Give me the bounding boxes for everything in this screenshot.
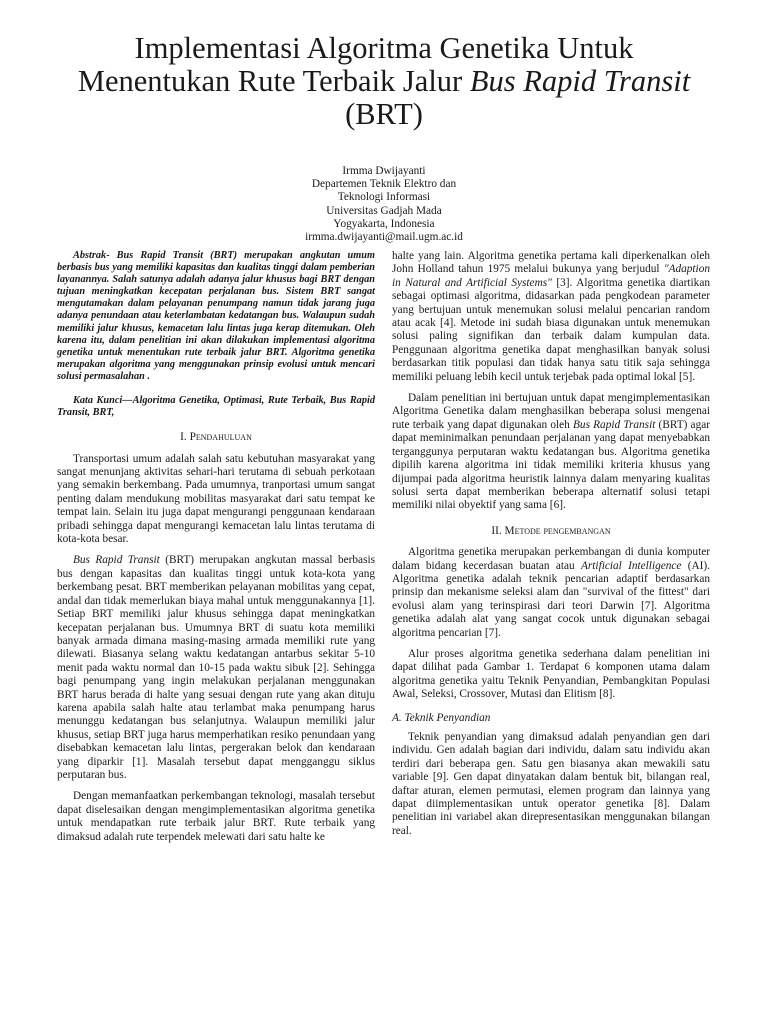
s2p1-italic: Artificial Intelligence	[581, 559, 682, 572]
p2-italic: Bus Rapid Transit	[73, 554, 160, 567]
section-1-heading: I. Pendahuluan	[180, 431, 252, 444]
author-department-2: Teknologi Informasi	[337, 191, 431, 204]
author-department-1: Departemen Teknik Elektro dan	[311, 178, 457, 191]
author-city: Yogyakarta, Indonesia	[333, 217, 435, 230]
section-2-heading: II. Metode pengembangan	[491, 524, 611, 537]
left-column	[57, 250, 375, 844]
title-line-2: Menentukan Rute Terbaik Jalur	[77, 64, 470, 98]
section-1-paragraph-2	[57, 554, 375, 782]
subsection-a-heading: A. Teknik Penyandian	[392, 711, 491, 724]
title-line-2-italic: Bus Rapid Transit	[469, 64, 691, 98]
p4-italic: "Adaption in Natural and Artificial Systems"	[392, 263, 710, 289]
author-email: irmma.dwijayanti@mail.ugm.ac.id	[305, 231, 463, 244]
section-1-paragraph-1: Transportasi umum adalah salah satu kebutuhan masyarakat yang sangat menunjang aktivitas sehari-hari terutama di sebuah perkotaan yang semakin berkembang. Pada umumnya, tranportasi umum sangat penting dalam mendukung mobilitas masyarakat dari satu tempat ke tempat lain. Selain itu juga dapat mengurangi penggunaan kendaraan pribadi sehingga dapat mengurangi kemacetan lalu lintas terutama di kota-kota besar.	[57, 452, 375, 546]
p5-italic: Bus Rapid Transit	[573, 418, 656, 431]
s2p1-text-a: Algoritma genetika merupakan perkembangan di dunia komputer dalam bidang kecerdasan buatan atau	[392, 546, 710, 572]
p2-text: (BRT) merupakan angkutan massal berbasis bus dengan kapasitas dan kualitas tinggi untuk kota-kota yang berkembang pesat. BRT memberikan pelayanan mobilitas yang cepat, andal dan tidak memerlukan biaya mahal untuk menggunakannya [1]. Setiap BRT memiliki jalur khusus sehingga dapat meningkatkan kecepatan perjalanan bus. Umumnya BRT di suatu kota memiliki banyak armada dimana masing-masing armada memiliki rute yang dilewati. Biasanya selang waktu kedatangan antarbus sekitar 5-10 menit pada waktu normal dan 10-15 pada waktu sibuk [2]. Sehingga bagi penumpang yang ingin melakukan perjalanan menggunakan BRT harus berada di halte yang sesuai dengan rute yang akan dituju karena apabila salah halte atau terlambat maka penumpang harus menunggu kedatangan bus selanjutnya. Walaupun memiliki jalur khusus, setiap BRT juga harus memperhatikan resiko penundaan yang disebabkan kemacetan lalu lintas, pergerakan belok dan kendaraan yang diparkir [1]. Masalah tersebut dapat mengganggu siklus perputaran bus.	[57, 554, 376, 781]
section-2-paragraph-2: Alur proses algoritma genetika sederhana dalam penelitian ini dapat dilihat pada Gambar 1. Terdapat 6 komponen utama dalam algoritma genetika yaitu Teknik Penyandian, Pembangkitan Populasi Awal, Seleksi, Crossover, Mutasi dan Elitism [8].	[392, 647, 710, 701]
abstract: Abstrak- Bus Rapid Transit (BRT) merupakan angkutan umum berbasis bus yang memiliki kapasitas dan kualitas tinggi dalam pemberian layanannya. Salah satunya adalah adanya jalur khusus bagi BRT dengan tujuan meningkatkan kecepatan perjalanan bus. Sistem BRT sangat mengutamakan dalam pelayanan penumpang namun tidak jarang juga adanya penundaan atau keterlambatan kedatangan bus. Walaupun sudah memiliki jalur khusus, kemacetan lalu lintas juga kerap ditemukan. Oleh karena itu, dalam penelitian ini akan dilakukan implementasi algoritma genetika untuk menentukan rute terbaik jalur BRT. Algoritma genetika merupakan algoritma yang menggunakan prinsip evolusi untuk mencari solusi permasalahan .	[57, 250, 375, 382]
right-column	[392, 250, 710, 838]
section-2-paragraph-1	[392, 546, 710, 640]
s2p1-text-b: (AI). Algoritma genetika adalah teknik pencarian adaptif berdasarkan prinsip dan mekanisme seleksi alam dan "survival of the fittest" dari evolusi alam yang terinspirasi dari teori Darwin [7]. Algoritma genetika adalah alat yang sangat cocok untuk digunakan sebagai algoritma pencarian [7].	[392, 559, 710, 639]
section-1-paragraph-5	[392, 392, 710, 513]
p4-text-b: [3]. Algoritma genetika diartikan sebagai optimasi algoritma, didasarkan pada pengkodean parameter yang bertujuan untuk menemukan solusi melalui pencarian random atau acak [4]. Metode ini sudah biasa digunakan untuk menemukan solusi paling signifikan dan terbaik dalam kumpulan data. Penggunaan algoritma genetika dapat menghasilkan banyak solusi berdasarkan titik populasi dan tidak hanya satu titik saja sehingga memiliki peluang lebih kecil untuk terjebak pada optimal lokal [5].	[392, 276, 710, 383]
p5-text-a: Dalam penelitian ini bertujuan untuk dapat mengimplementasikan Algoritma Genetika dalam menghasilkan beberapa solusi mengenai rute terbaik yang dapat digunakan oleh	[392, 392, 710, 431]
title-line-1: Implementasi Algoritma Genetika Untuk	[134, 31, 634, 65]
section-1-paragraph-4	[392, 250, 710, 384]
author-block	[184, 165, 584, 244]
author-name: Irmma Dwijayanti	[342, 165, 426, 177]
title-line-3: (BRT)	[345, 97, 423, 131]
author-university: Universitas Gadjah Mada	[326, 204, 442, 217]
keywords: Kata Kunci—Algoritma Genetika, Optimasi, Rute Terbaik, Bus Rapid Transit, BRT,	[57, 395, 375, 419]
section-2-paragraph-3: Teknik penyandian yang dimaksud adalah penyandian gen dari individu. Gen adalah bagian dari individu, dalam satu individu akan terdiri dari beberapa gen. Satu gen biasanya akan mewakili satu variable [9]. Gen dapat dinyatakan dalam bentuk bit, bilangan real, daftar aturan, elemen permutasi, elemen program dan lainnya yang dapat diimplementasikan untuk operator genetika [8]. Dalam penelitian ini variabel akan direpresentasikan menggunakan bilangan real.	[392, 731, 710, 837]
paper-title	[40, 32, 728, 131]
section-1-paragraph-3: Dengan memanfaatkan perkembangan teknologi, masalah tersebut dapat diselesaikan dengan mengimplementasikan algoritma genetika untuk mendapatkan rute terbaik jalur BRT. Rute terbaik yang dimaksud adalah rute terpendek melewati dari satu halte ke	[57, 790, 375, 843]
p5-text-b: (BRT) agar dapat meminimalkan penundaan perjalanan yang dapat menyebabkan terganggunya perputaran waktu kedatangan bus. Algoritma genetika dipilih karena algoritma ini tidak memiliki kriteria khusus yang dijumpai pada algoritma heuristik lainnya dalam menyaring kualitas solusi serta dapat memberikan beberapa alternatif solusi tetapi memiliki nilai obyektif yang sama [6].	[392, 418, 710, 512]
p4-text-a: halte yang lain. Algoritma genetika pertama kali diperkenalkan oleh John Holland tahun 1975 melalui bukunya yang berjudul	[392, 250, 710, 276]
